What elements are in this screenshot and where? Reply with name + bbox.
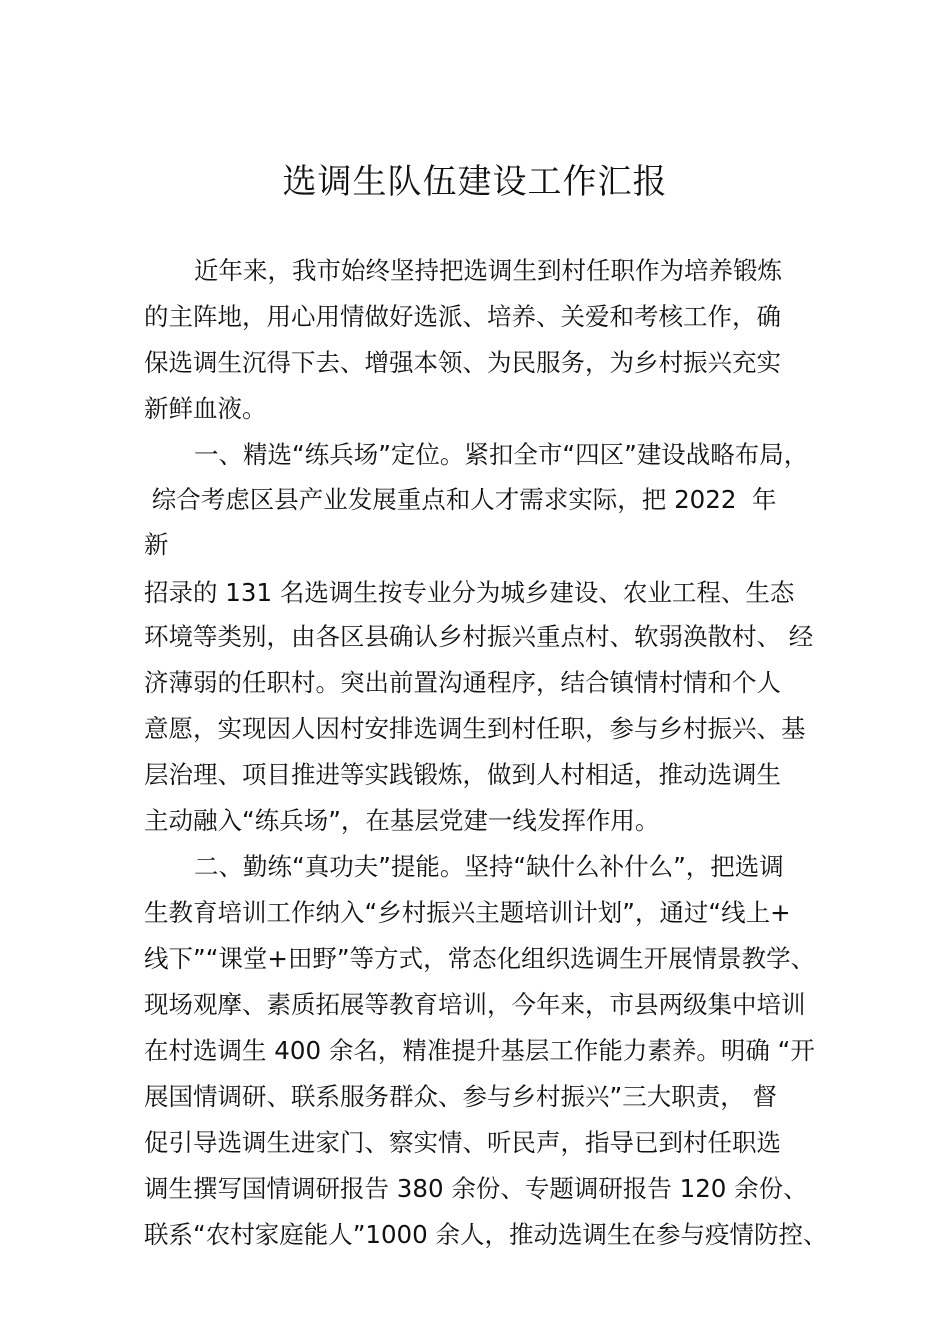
paragraph-line: 联系“农村家庭能人”1000 余人，推动选调生在参与疫情防控、 [144, 1220, 828, 1249]
paragraph-line: 近年来，我市始终坚持把选调生到村任职作为培养锻炼 [194, 256, 782, 285]
paragraph-line: 保选调生沉得下去、增强本领、为民服务，为乡村振兴充实 [144, 348, 781, 377]
paragraph-line: 调生撰写国情调研报告 380 余份、专题调研报告 120 余份、 [144, 1174, 808, 1203]
paragraph-line: 一、精选“练兵场”定位。紧扣全市“四区”建设战略布局， [194, 440, 809, 469]
paragraph-line: 促引导选调生进家门、察实情、听民声，指导已到村任职选 [144, 1128, 781, 1157]
paragraph-line: 现场观摩、素质拓展等教育培训，今年来，市县两级集中培训 [144, 990, 806, 1019]
paragraph-line: 二、勤练“真功夫”提能。坚持“缺什么补什么”，把选调 [194, 852, 784, 881]
paragraph-line: 环境等类别，由各区县确认乡村振兴重点村、软弱涣散村、 经 [144, 622, 814, 651]
paragraph-line: 主动融入“练兵场”，在基层党建一线发挥作用。 [144, 806, 660, 835]
paragraph-line: 的主阵地，用心用情做好选派、培养、关爱和考核工作，确 [144, 302, 781, 331]
paragraph-line: 生教育培训工作纳入“乡村振兴主题培训计划”，通过“线上+ [144, 898, 791, 927]
document-title: 选调生队伍建设工作汇报 [282, 162, 668, 202]
paragraph-line: 招录的 131 名选调生按专业分为城乡建设、农业工程、生态 [144, 578, 795, 607]
paragraph-line: 在村选调生 400 余名，精准提升基层工作能力素养。明确 “开 [144, 1036, 815, 1065]
paragraph-line: 新 [144, 530, 169, 559]
paragraph-line: 层治理、项目推进等实践锻炼，做到人村相适，推动选调生 [144, 760, 781, 789]
paragraph-line: 济薄弱的任职村。突出前置沟通程序，结合镇情村情和个人 [144, 668, 781, 697]
paragraph-line: 综合考虑区县产业发展重点和人才需求实际，把 2022 年 [144, 485, 777, 514]
paragraph-line: 展国情调研、联系服务群众、参与乡村振兴”三大职责， 督 [144, 1082, 777, 1111]
paragraph-line: 意愿，实现因人因村安排选调生到村任职，参与乡村振兴、基 [144, 714, 806, 743]
paragraph-line: 线下”“课堂+田野”等方式，常态化组织选调生开展情景教学、 [144, 944, 816, 973]
paragraph-line: 新鲜血液。 [144, 394, 267, 423]
